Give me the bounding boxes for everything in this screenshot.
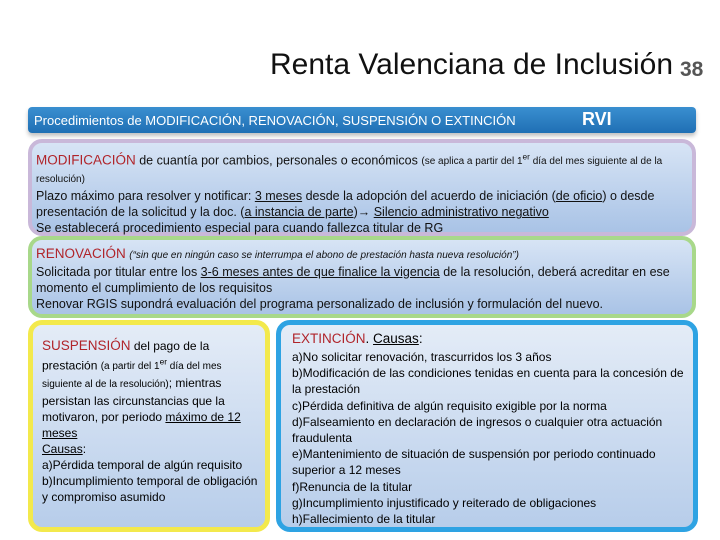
- suspension-causa-b: b)Incumplimiento temporal de obligación y compromiso asumido: [42, 474, 258, 505]
- modificacion-panel: [28, 139, 696, 236]
- suspension-note-start: (a partir del 1: [100, 361, 160, 373]
- suspension-description: [42, 338, 262, 441]
- renovacion-line1: [36, 264, 686, 296]
- plazo-instancia: a instancia de parte: [244, 205, 354, 220]
- modificacion-note-start: (se aplica a partir del 1: [421, 156, 523, 168]
- extincion-item: d)Falseamiento en declaración de ingresos o cualquier otra actuación fraudulenta: [292, 414, 663, 446]
- extincion-title-line: [292, 329, 692, 349]
- extincion-body: [292, 329, 692, 527]
- suspension-causas-word: Causas: [42, 442, 83, 457]
- extincion-item: c)Pérdida definitiva de algún requisito exigible por la norma: [292, 398, 607, 413]
- extincion-item: h)Fallecimiento de la titular: [292, 512, 436, 527]
- suspension-body: [42, 338, 262, 505]
- modificacion-intro: de cuantía por cambios, personales o económicos: [139, 153, 418, 168]
- extincion-panel: [276, 320, 698, 532]
- extincion-item: f)Renuncia de la titular: [292, 479, 413, 494]
- suspension-text-b: ; mientras persistan las circunstancias que la motivaron, por periodo: [42, 376, 225, 425]
- plazo-text-a: Plazo máximo para resolver y notificar:: [36, 189, 255, 204]
- suspension-heading: SUSPENSIÓN: [42, 338, 131, 353]
- plazo-de-oficio: de oficio: [555, 189, 603, 204]
- renovacion-body: [36, 246, 686, 312]
- suspension-text-a: del pago de la prestación: [42, 339, 210, 373]
- banner-text: Procedimientos de MODIFICACIÓN, RENOVACIÓN, SUSPENSIÓN O EXTINCIÓN: [34, 113, 516, 128]
- section-banner: [28, 107, 696, 133]
- renovacion-heading: RENOVACIÓN: [36, 246, 126, 261]
- suspension-causas-colon: :: [82, 442, 87, 457]
- renovacion-text-a: Solicitada por titular entre los: [36, 265, 201, 279]
- extincion-heading: EXTINCIÓN: [292, 331, 366, 346]
- modificacion-note-end: día del mes siguiente al de la resolución): [36, 156, 663, 186]
- extincion-item: a)No solicitar renovación, trascurridos los 3 años: [292, 350, 552, 364]
- renovacion-panel: [28, 236, 696, 318]
- suspension-max-period: máximo de 12 meses: [42, 410, 241, 441]
- plazo-silencio: Silencio administrativo negativo: [373, 205, 549, 220]
- suspension-causa-a: a)Pérdida temporal de algún requisito: [42, 458, 243, 473]
- suspension-note-end: día del mes siguiente al de la resolución): [42, 361, 222, 391]
- modificacion-plazo: [36, 188, 686, 220]
- extincion-causas-colon: :: [418, 331, 423, 346]
- modificacion-line3: Se establecerá procedimiento especial para cuando fallezca titular de RG: [36, 221, 444, 236]
- plazo-text-c: ) o desde presentación de la solicitud y la doc. (: [36, 189, 655, 220]
- extincion-item: g)Incumplimiento injustificado y reiterado de obligaciones: [292, 495, 597, 510]
- renovacion-note: (“sin que en ningún caso se interrumpa el abono de prestación hasta nueva resolución”): [129, 250, 519, 261]
- extincion-item: e)Mantenimiento de situación de suspensión por periodo continuado superior a 12 meses: [292, 447, 656, 478]
- slide-title: Renta Valenciana de Inclusión: [270, 48, 674, 81]
- renovacion-line2: Renovar RGIS supondrá evaluación del programa personalizado de inclusión y formulación del nuevo.: [36, 297, 603, 311]
- modificacion-body: [36, 149, 686, 236]
- plazo-term: 3 meses: [254, 189, 303, 204]
- plazo-text-b: desde la adopción del acuerdo de iniciación (: [302, 189, 556, 204]
- suspension-causas-label: [42, 441, 262, 457]
- slide-number: 38: [680, 58, 704, 81]
- plazo-arrow: )→: [353, 205, 374, 220]
- modificacion-line1: [36, 149, 686, 188]
- modificacion-note-sup: er: [522, 152, 530, 162]
- extincion-causas-word: Causas: [373, 331, 419, 346]
- suspension-panel: [28, 320, 270, 532]
- modificacion-heading: MODIFICACIÓN: [36, 152, 136, 168]
- renovacion-period: 3-6 meses antes de que finalice la vigencia: [200, 265, 440, 279]
- renovacion-line-heading: [36, 246, 686, 264]
- suspension-note-sup: er: [159, 357, 168, 367]
- extincion-dot: .: [365, 331, 374, 346]
- banner-tag: RVI: [582, 109, 612, 129]
- renovacion-text-b: de la resolución, deberá acreditar en ese momento el cumplimiento de los requisitos: [36, 265, 670, 295]
- extincion-item: b)Modificación de las condiciones tenidas en cuenta para la concesión de la prestación: [292, 366, 684, 397]
